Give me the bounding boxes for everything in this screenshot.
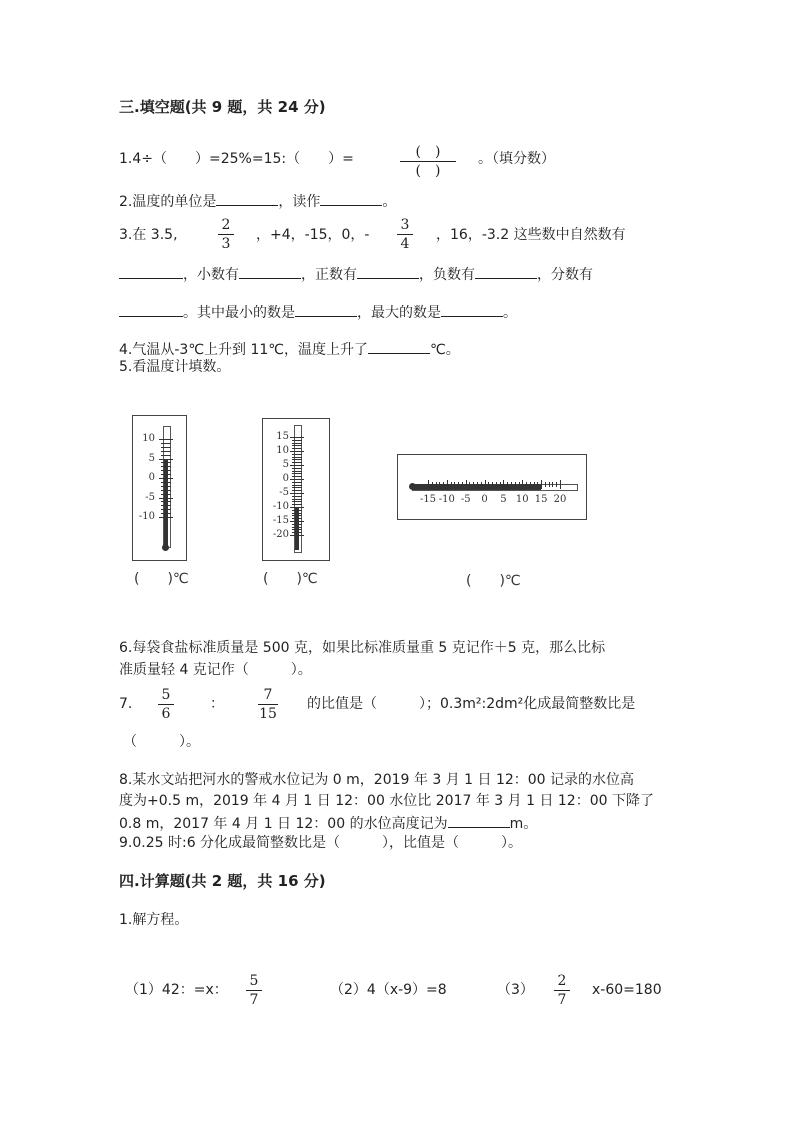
scale-tick xyxy=(161,470,171,471)
scale-tick xyxy=(161,466,171,467)
scale-tick xyxy=(161,482,171,483)
mercury-column xyxy=(164,459,168,548)
scale-tick xyxy=(290,507,304,508)
question-3-line-2 xyxy=(119,264,593,284)
scale-tick xyxy=(161,462,171,463)
thermometer-2 xyxy=(262,418,330,561)
scale-tick xyxy=(469,482,470,487)
scale-tick xyxy=(292,496,302,497)
scale-tick xyxy=(485,480,486,489)
scale-tick xyxy=(292,473,302,474)
answer-blank[interactable] xyxy=(320,191,382,206)
scale-tick xyxy=(428,480,429,489)
scale-tick xyxy=(292,457,302,458)
scale-tick xyxy=(161,505,171,506)
fraction-denominator: ( ) xyxy=(415,163,441,179)
scale-label: 15 xyxy=(276,431,289,442)
scale-tick xyxy=(292,527,302,528)
scale-tick xyxy=(560,480,561,489)
scale-tick xyxy=(292,468,302,469)
scale-tick xyxy=(290,493,304,494)
scale-label: -5 xyxy=(145,491,155,503)
scale-tick xyxy=(292,510,302,511)
question-7-colon: ： xyxy=(210,696,224,712)
scale-tick xyxy=(290,535,304,536)
scale-tick xyxy=(488,482,489,487)
question-8-unit: m。 xyxy=(509,816,538,832)
scale-tick xyxy=(292,476,302,477)
thermometer-1-answer: ( )℃ xyxy=(134,571,189,587)
fraction-denominator: 7 xyxy=(249,992,259,1008)
fraction-numerator: 2 xyxy=(557,973,567,989)
scale-tick xyxy=(473,482,474,487)
scale-tick xyxy=(161,486,171,487)
question-3-text: ，正数有 xyxy=(301,267,357,283)
answer-blank[interactable] xyxy=(239,264,301,279)
scale-tick xyxy=(292,445,302,446)
scale-tick xyxy=(159,478,173,479)
scale-tick xyxy=(290,437,304,438)
scale-tick xyxy=(292,515,302,516)
scale-tick xyxy=(507,482,508,487)
answer-blank[interactable] xyxy=(295,302,357,317)
scale-tick xyxy=(511,482,512,487)
scale-label: 0 xyxy=(481,494,488,505)
equation-3-label: （3） xyxy=(497,982,534,998)
question-7-fraction-1 xyxy=(158,687,174,722)
calc-1-title: 1.解方程。 xyxy=(119,912,189,928)
scale-tick xyxy=(159,498,173,499)
scale-tick xyxy=(292,529,302,530)
scale-label: 5 xyxy=(500,494,507,505)
question-2-text-b: ，读作 xyxy=(278,194,321,210)
fraction-numerator: ( ) xyxy=(415,144,441,160)
scale-tick xyxy=(522,480,523,489)
question-4 xyxy=(119,339,460,359)
scale-tick xyxy=(292,524,302,525)
scale-tick xyxy=(462,482,463,487)
answer-blank[interactable] xyxy=(475,264,537,279)
question-7-fraction-2 xyxy=(258,687,278,722)
scale-label: -15 xyxy=(419,494,437,505)
scale-tick xyxy=(161,443,171,444)
scale-label: -10 xyxy=(438,494,455,505)
question-3-tail: ，16，-3.2 这些数中自然数有 xyxy=(436,227,626,243)
thermometer-2-answer: ( )℃ xyxy=(263,571,318,587)
question-8-text: 0.8 m，2017 年 4 月 1 日 12：00 的水位高度记为 xyxy=(119,816,448,832)
scale-tick xyxy=(161,509,171,510)
scale-tick xyxy=(290,479,304,480)
scale-tick xyxy=(292,454,302,455)
scale-tick xyxy=(161,513,171,514)
scale-tick xyxy=(432,482,433,487)
scale-tick xyxy=(292,490,302,491)
scale-tick xyxy=(161,490,171,491)
answer-blank[interactable] xyxy=(119,302,183,317)
question-3-line-3 xyxy=(119,302,517,322)
scale-tick xyxy=(545,482,546,487)
scale-tick xyxy=(290,465,304,466)
scale-tick xyxy=(292,471,302,472)
scale-tick xyxy=(161,447,171,448)
scale-tick xyxy=(292,513,302,514)
scale-label: -10 xyxy=(138,511,155,522)
question-3-fraction-2 xyxy=(397,217,413,252)
fraction-numerator: 7 xyxy=(263,687,273,703)
scale-tick xyxy=(292,532,302,533)
scale-label: 10 xyxy=(142,433,155,444)
question-9-text: 9.0.25 时:6 分化成最简整数比是（ ），比值是（ ）。 xyxy=(119,835,523,851)
equation-3-fraction xyxy=(554,973,570,1008)
answer-blank[interactable] xyxy=(368,339,430,354)
scale-tick xyxy=(515,482,516,487)
scale-tick xyxy=(500,482,501,487)
scale-label: -10 xyxy=(272,501,289,512)
question-8-line-1: 8.某水文站把河水的警戒水位记为 0 m，2019 年 3 月 1 日 12：00 记录的水位高 xyxy=(119,772,635,788)
question-4-text: 4.气温从-3℃上升到 11℃，温度上升了 xyxy=(119,342,369,358)
question-3-text: ，小数有 xyxy=(183,267,239,283)
thermometer-bulb xyxy=(409,483,416,490)
scale-tick xyxy=(541,480,542,489)
scale-tick xyxy=(161,494,171,495)
question-1-text: 1.4÷（ ）=25%=15:（ ）= xyxy=(119,151,354,167)
scale-tick xyxy=(161,455,171,456)
thermometer-3 xyxy=(397,454,587,520)
scale-label: 5 xyxy=(282,459,289,470)
scale-tick xyxy=(292,443,302,444)
equation-1-fraction xyxy=(246,973,262,1008)
scale-tick xyxy=(496,482,497,487)
scale-tick xyxy=(519,482,520,487)
fraction-numerator: 3 xyxy=(400,217,410,233)
question-3-text: ，分数有 xyxy=(537,267,593,283)
scale-tick xyxy=(503,480,504,489)
fraction-numerator: 2 xyxy=(221,217,231,233)
scale-tick xyxy=(292,482,302,483)
scale-tick xyxy=(292,462,302,463)
question-3-prefix: 3.在 3.5, xyxy=(119,227,178,243)
fraction-denominator: 6 xyxy=(161,706,171,722)
scale-label: 0 xyxy=(282,473,289,484)
scale-label: 5 xyxy=(148,452,155,464)
scale-tick xyxy=(292,518,302,519)
fraction-denominator: 7 xyxy=(557,992,567,1008)
question-3-text: 。 xyxy=(503,305,517,321)
scale-tick xyxy=(439,482,440,487)
answer-blank[interactable] xyxy=(441,302,503,317)
question-3-text: ，最大的数是 xyxy=(357,305,441,321)
question-7-tail: 的比值是（ ）；0.3m²:2dm²化成最简整数比是 xyxy=(307,696,636,712)
scale-label: -20 xyxy=(272,529,289,540)
question-3-text: 。其中最小的数是 xyxy=(183,305,295,321)
scale-label: 15 xyxy=(534,494,548,505)
scale-tick xyxy=(530,482,531,487)
question-1-fraction xyxy=(400,144,456,179)
scale-tick xyxy=(159,517,173,518)
question-8-line-3 xyxy=(119,813,537,833)
scale-tick xyxy=(447,480,448,489)
scale-tick xyxy=(534,482,535,487)
scale-tick xyxy=(292,448,302,449)
question-3-text: ，负数有 xyxy=(419,267,475,283)
scale-tick xyxy=(492,482,493,487)
equation-3-tail: x-60=180 xyxy=(592,982,662,998)
question-3-fraction-1 xyxy=(218,217,234,252)
scale-tick xyxy=(159,459,173,460)
question-7-number: 7. xyxy=(119,696,133,712)
scale-tick xyxy=(290,521,304,522)
scale-tick xyxy=(481,482,482,487)
question-4-unit: ℃。 xyxy=(430,342,460,358)
scale-tick xyxy=(466,480,467,489)
question-5-text: 5.看温度计填数。 xyxy=(119,359,231,375)
scale-tick xyxy=(159,439,173,440)
scale-tick xyxy=(161,501,171,502)
fraction-denominator: 4 xyxy=(400,236,410,252)
scale-tick xyxy=(454,482,455,487)
scale-tick xyxy=(292,501,302,502)
scale-label: 10 xyxy=(515,494,529,505)
equation-2: （2）4（x-9）=8 xyxy=(330,982,447,998)
scale-tick xyxy=(549,482,550,487)
scale-tick xyxy=(436,482,437,487)
fraction-numerator: 5 xyxy=(161,687,171,703)
question-6-line-2: 准质量轻 4 克记作（ ）。 xyxy=(119,662,312,678)
scale-tick xyxy=(556,482,557,487)
scale-tick xyxy=(552,482,553,487)
scale-tick xyxy=(537,482,538,487)
scale-tick xyxy=(526,482,527,487)
scale-tick xyxy=(443,482,444,487)
fraction-denominator: 15 xyxy=(259,706,277,722)
question-3-mid: ，+4，-15，0，- xyxy=(256,227,370,243)
equation-1: （1）42：=x： xyxy=(125,982,228,998)
section-title: 四.计算题(共 2 题，共 16 分) xyxy=(119,872,326,890)
scale-tick xyxy=(292,504,302,505)
question-2-text-a: 2.温度的单位是 xyxy=(119,194,217,210)
scale-label: 10 xyxy=(276,445,289,456)
scale-tick xyxy=(292,499,302,500)
scale-tick xyxy=(161,474,171,475)
scale-tick xyxy=(451,482,452,487)
thermometer-3-answer: ( )℃ xyxy=(466,573,521,589)
scale-tick xyxy=(292,459,302,460)
question-7-line-2: （ ）。 xyxy=(123,734,200,750)
scale-tick xyxy=(477,482,478,487)
scale-tick xyxy=(290,451,304,452)
answer-blank[interactable] xyxy=(357,264,419,279)
question-2 xyxy=(119,191,396,211)
scale-tick xyxy=(458,482,459,487)
scale-tick xyxy=(292,485,302,486)
question-6-line-1: 6.每袋食盐标准质量是 500 克，如果比标准质量重 5 克记作＋5 克，那么比标 xyxy=(119,640,606,656)
thermometer-1 xyxy=(132,415,187,561)
scale-label: -15 xyxy=(272,515,289,526)
scale-tick xyxy=(292,487,302,488)
question-8-line-2: 度为+0.5 m，2019 年 4 月 1 日 12：00 水位比 2017 年 3 月 1 日 12：00 下降了 xyxy=(119,793,654,809)
scale-tick xyxy=(292,440,302,441)
question-2-text-c: 。 xyxy=(382,194,397,210)
fraction-numerator: 5 xyxy=(249,973,259,989)
scale-label: 20 xyxy=(553,494,567,505)
question-1-tail: 。（填分数） xyxy=(478,151,555,167)
scale-label: 0 xyxy=(148,472,155,483)
fraction-denominator: 3 xyxy=(221,236,231,252)
answer-blank[interactable] xyxy=(216,191,278,206)
answer-blank[interactable] xyxy=(448,813,510,828)
thermometer-bulb xyxy=(162,544,169,551)
scale-label: -5 xyxy=(460,494,471,505)
scale-tick xyxy=(161,451,171,452)
answer-blank[interactable] xyxy=(119,264,183,279)
section-title: 三.填空题(共 9 题，共 24 分) xyxy=(119,98,326,116)
scale-label: -5 xyxy=(279,487,289,498)
